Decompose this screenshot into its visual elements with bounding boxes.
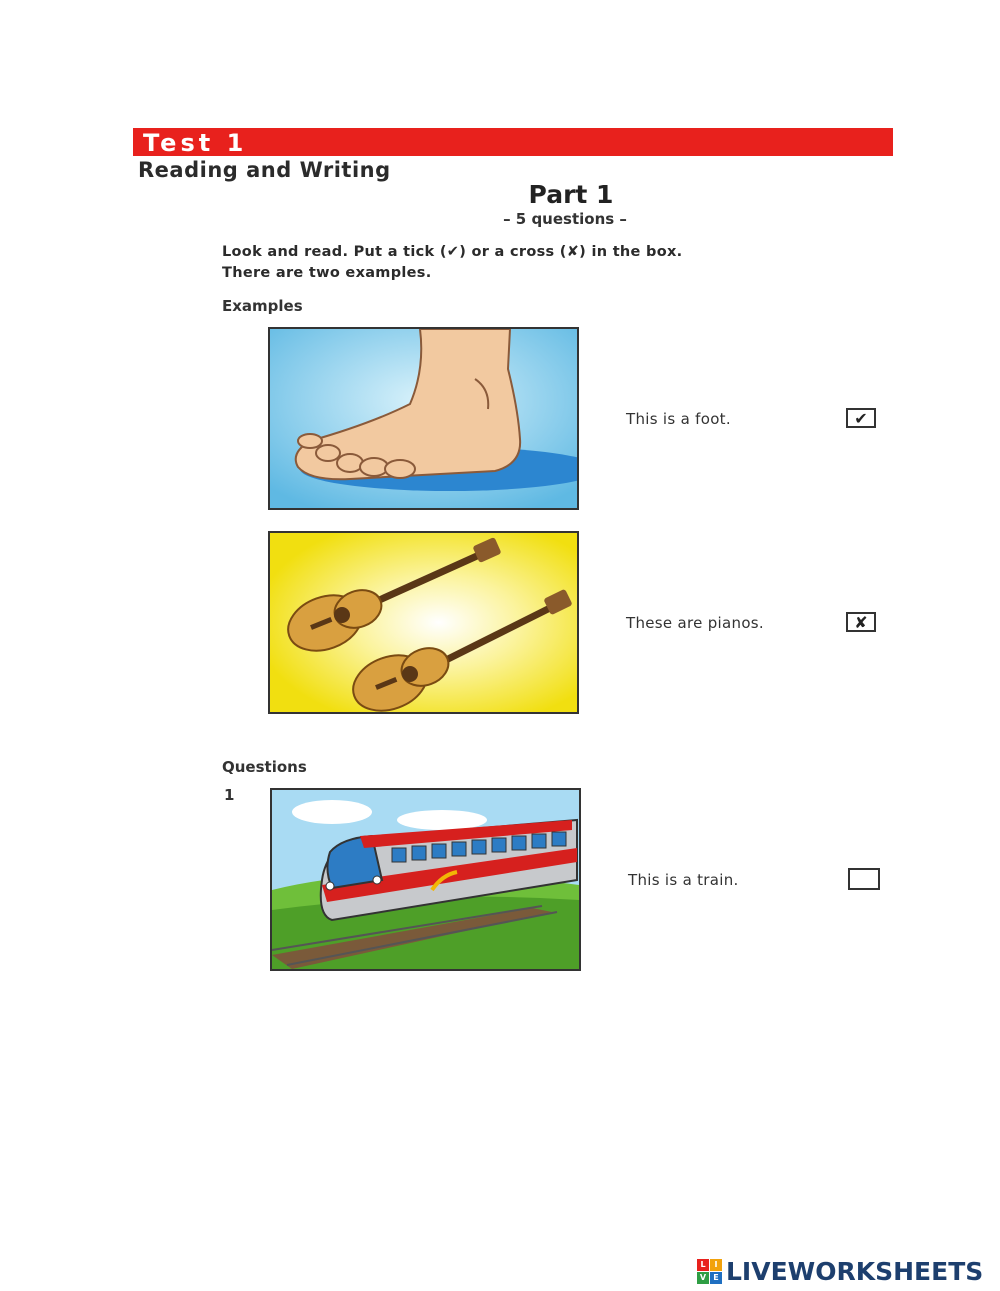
liveworksheets-logo [697, 1256, 983, 1286]
question-1-number: 1 [224, 786, 235, 804]
part-title: Part 1 [528, 180, 614, 209]
questions-heading: Questions [222, 758, 307, 776]
train-illustration [272, 790, 579, 969]
example-2-sentence: These are pianos. [626, 614, 764, 632]
guitars-illustration [270, 533, 577, 712]
examples-heading: Examples [222, 297, 303, 315]
guitars-picture [268, 531, 579, 714]
question-1-answer-box[interactable] [848, 868, 880, 890]
example-2-answer-box: ✘ [846, 612, 876, 632]
test-title: Test 1 [143, 129, 248, 157]
instruction-line-1: Look and read. Put a tick (✔) or a cross (✘) in the box. [222, 244, 683, 260]
train-picture [270, 788, 581, 971]
logo-squares-icon [697, 1259, 722, 1284]
part-subtitle: – 5 questions – [503, 210, 627, 228]
example-1-sentence: This is a foot. [626, 410, 731, 428]
example-1-answer-box: ✔ [846, 408, 876, 428]
logo-letter-l: L [697, 1259, 709, 1271]
logo-letter-i: I [710, 1259, 722, 1271]
foot-picture [268, 327, 579, 510]
instruction-line-2: There are two examples. [222, 265, 432, 281]
section-title: Reading and Writing [138, 158, 391, 182]
question-1-sentence: This is a train. [628, 871, 739, 889]
logo-letter-e: E [710, 1272, 722, 1284]
logo-text: LIVEWORKSHEETS [726, 1256, 984, 1286]
foot-illustration [270, 329, 577, 508]
logo-letter-v: V [697, 1272, 709, 1284]
